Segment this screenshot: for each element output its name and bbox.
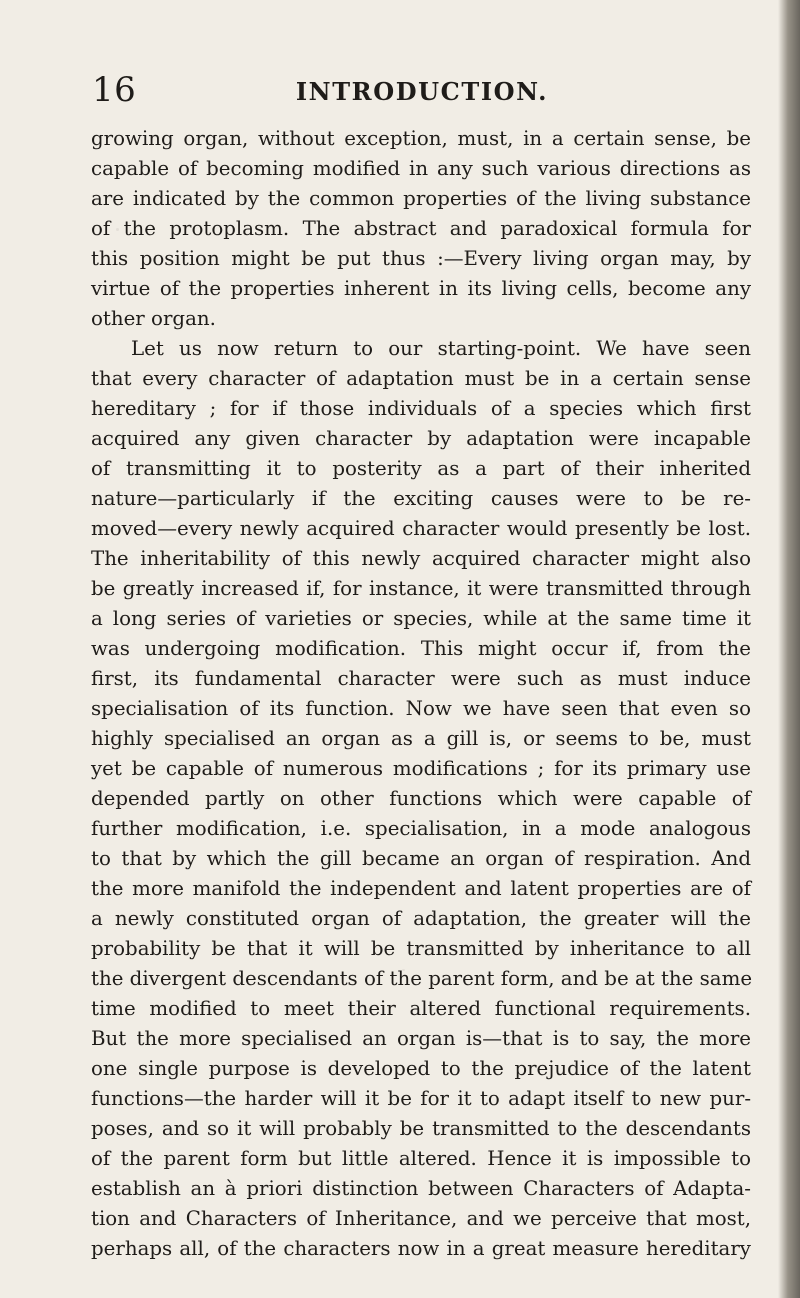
running-title: INTRODUCTION.: [295, 77, 549, 106]
paper-speck: [116, 228, 119, 231]
text-line: probability be that it will be transmitted by inheritance to all: [91, 937, 751, 960]
page-number: 16: [92, 70, 137, 110]
text-line: the divergent descendants of the parent form, and be at the same: [91, 967, 753, 990]
text-line: capable of becoming modified in any such various directions as: [91, 157, 751, 180]
text-line: are indicated by the common properties of the living substance: [91, 187, 751, 210]
page-header: [92, 70, 752, 110]
text-line: poses, and so it will probably be transmitted to the descendants: [91, 1117, 751, 1140]
text-line: of transmitting it to posterity as a part of their inherited: [91, 457, 751, 480]
text-line: functions—the harder will it be for it to adapt itself to new pur-: [91, 1087, 751, 1110]
text-line: one single purpose is developed to the prejudice of the latent: [91, 1057, 751, 1080]
paper-speck: [690, 413, 692, 415]
text-line: acquired any given character by adaptation were incapable: [91, 427, 751, 450]
text-line: that every character of adaptation must be in a certain sense: [91, 367, 751, 390]
text-line: hereditary ; for if those individuals of a species which first: [91, 397, 751, 420]
text-line: of the parent form but little altered. Hence it is impossible to: [91, 1147, 751, 1170]
text-line: The inheritability of this newly acquired character might also: [91, 547, 751, 570]
text-line: a newly constituted organ of adaptation, the greater will the: [91, 907, 751, 930]
text-line: tion and Characters of Inheritance, and we perceive that most,: [91, 1207, 751, 1230]
paper-speck: [575, 1194, 577, 1196]
text-line: moved—every newly acquired character would presently be lost.: [91, 517, 751, 540]
text-line: time modified to meet their altered functional requirements.: [91, 997, 751, 1020]
text-line: first, its fundamental character were such as must induce: [91, 667, 751, 690]
text-line: growing organ, without exception, must, in a certain sense, be: [91, 127, 751, 150]
text-line: of the protoplasm. The abstract and paradoxical formula for: [91, 217, 751, 240]
text-line: establish an à priori distinction between Characters of Adapta-: [91, 1177, 751, 1200]
text-line: this position might be put thus :—Every living organ may, by: [91, 247, 751, 270]
text-line: virtue of the properties inherent in its living cells, become any: [91, 277, 751, 300]
text-line: other organ.: [91, 307, 216, 330]
text-line: highly specialised an organ as a gill is, or seems to be, must: [91, 727, 751, 750]
page-edge-shadow: [778, 0, 800, 1298]
text-line: depended partly on other functions which were capable of: [91, 787, 751, 810]
text-line: nature—particularly if the exciting causes were to be re-: [91, 487, 751, 510]
text-line: further modification, i.e. specialisation, in a mode analogous: [91, 817, 751, 840]
text-line: be greatly increased if, for instance, it were transmitted through: [91, 577, 751, 600]
paper-speck: [402, 969, 405, 971]
text-line: specialisation of its function. Now we have seen that even so: [91, 697, 751, 720]
body-text: [91, 124, 751, 1264]
text-line: perhaps all, of the characters now in a great measure hereditary: [91, 1237, 751, 1260]
text-line: a long series of varieties or species, while at the same time it: [91, 607, 751, 630]
text-line: was undergoing modification. This might occur if, from the: [91, 637, 751, 660]
text-line: Let us now return to our starting-point. We have seen: [131, 337, 751, 360]
text-line: yet be capable of numerous modifications ; for its primary use: [91, 757, 751, 780]
text-line: But the more specialised an organ is—that is to say, the more: [91, 1027, 751, 1050]
text-line: the more manifold the independent and latent properties are of: [91, 877, 751, 900]
text-line: to that by which the gill became an organ of respiration. And: [91, 847, 751, 870]
